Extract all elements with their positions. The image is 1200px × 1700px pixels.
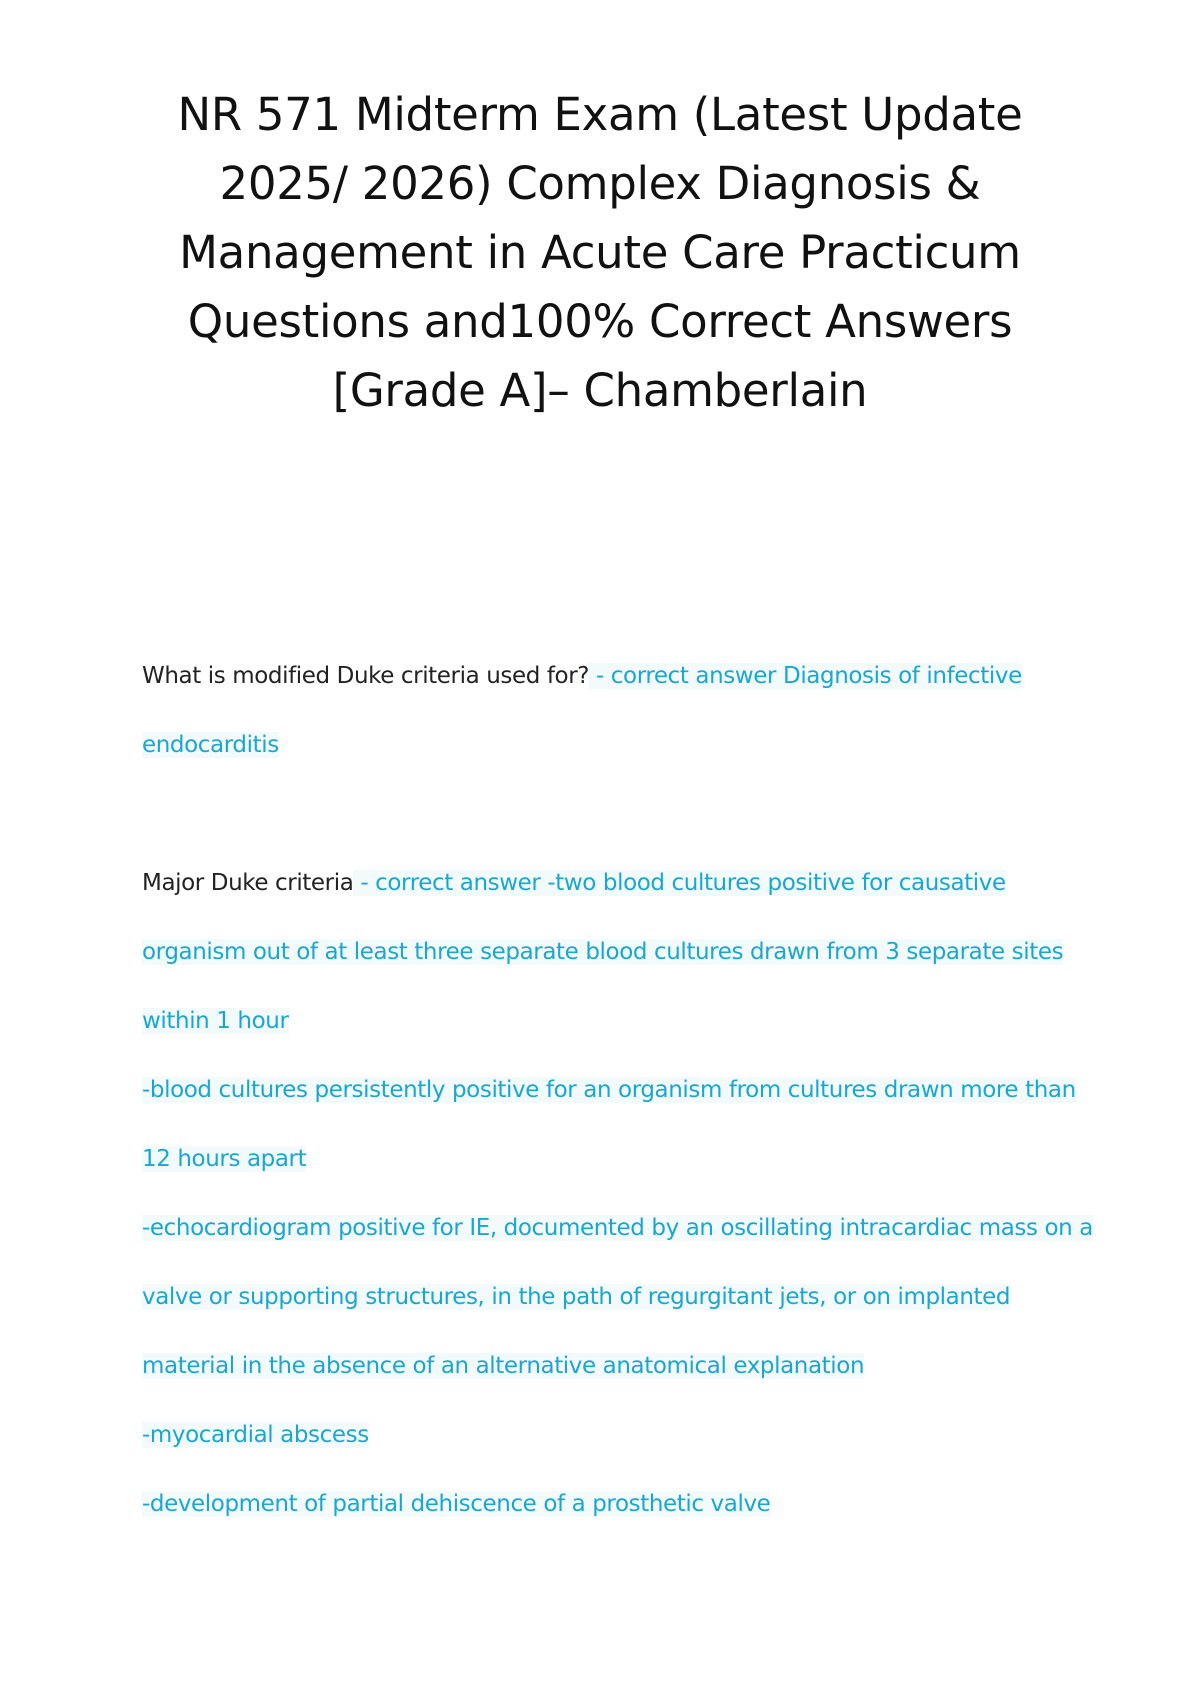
qa-first-line bbox=[142, 642, 1072, 711]
answer-line: -echocardiogram positive for IE, documented by an oscillating intracardiac mass on a bbox=[142, 1215, 1093, 1241]
qa-item bbox=[142, 849, 1093, 1539]
document-title bbox=[140, 80, 1060, 425]
answer-line: organism out of at least three separate blood cultures drawn from 3 separate sites bbox=[142, 939, 1064, 965]
answer-line: -blood cultures persistently positive for an organism from cultures drawn more than bbox=[142, 1077, 1076, 1103]
question-text: Major Duke criteria bbox=[142, 870, 354, 896]
answer-line: valve or supporting structures, in the path of regurgitant jets, or on implanted bbox=[142, 1284, 1011, 1310]
title-line: [Grade A]– Chamberlain bbox=[332, 364, 868, 417]
answer-line: 12 hours apart bbox=[142, 1146, 307, 1172]
qa-item bbox=[142, 642, 1072, 780]
question-text: What is modified Duke criteria used for? bbox=[142, 663, 590, 689]
title-line: Management in Acute Care Practicum bbox=[179, 226, 1021, 279]
answer-line: -development of partial dehiscence of a prosthetic valve bbox=[142, 1491, 771, 1517]
title-line: NR 571 Midterm Exam (Latest Update bbox=[177, 88, 1023, 141]
title-line: Questions and100% Correct Answers bbox=[187, 295, 1013, 348]
answer-line: -myocardial abscess bbox=[142, 1422, 369, 1448]
answer-line: within 1 hour bbox=[142, 1008, 289, 1034]
answer-text: - correct answer Diagnosis of infective bbox=[589, 663, 1022, 689]
answer-text: - correct answer -two blood cultures positive for causative bbox=[353, 870, 1006, 896]
title-line: 2025/ 2026) Complex Diagnosis & bbox=[219, 157, 981, 210]
answer-line: endocarditis bbox=[142, 732, 279, 758]
answer-line: material in the absence of an alternative anatomical explanation bbox=[142, 1353, 865, 1379]
qa-first-line bbox=[142, 849, 1072, 918]
